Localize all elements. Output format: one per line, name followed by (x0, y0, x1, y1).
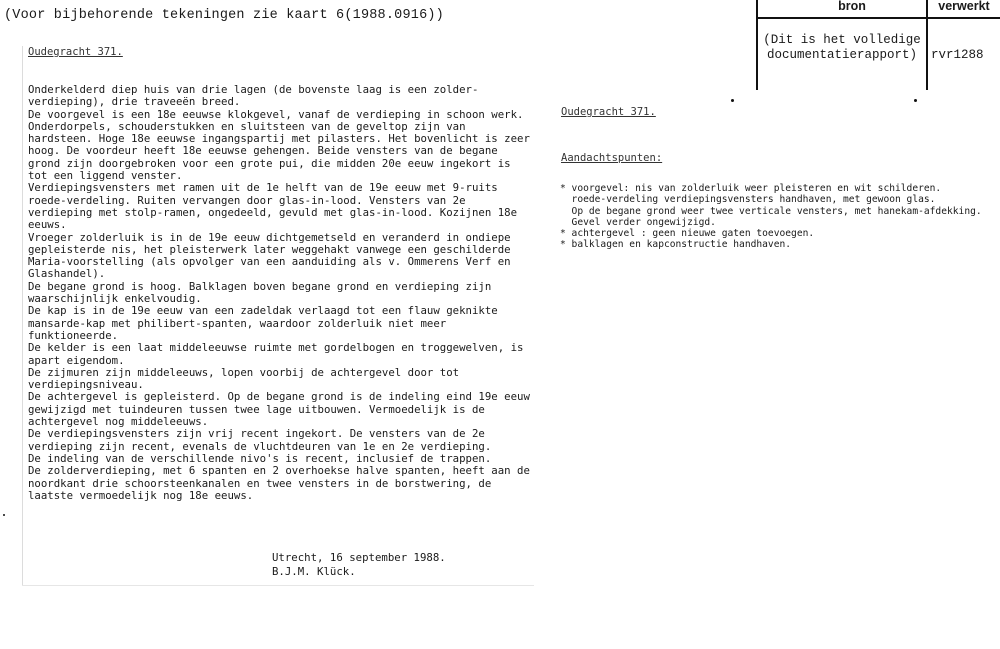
scan-speck (731, 99, 734, 102)
source-note-line: (Dit is het volledige (763, 33, 921, 47)
text-line: hoog. De voordeur heeft 18e eeuwse gehengen. Beide vensters van de begane (28, 144, 498, 158)
text-line: achtergevel nog middeleeuws. (28, 415, 209, 429)
text-line: tot een liggend venster. (28, 169, 183, 183)
text-line: noordkant drie schoorsteenkanalen en twee vensters in de borstwering, de (28, 476, 492, 490)
text-line: Maria-voorstelling (als opvolger van een aanduiding als v. Ommerens Verf en (28, 255, 511, 269)
text-line: Onderkelderd diep huis van drie lagen (de bovenste laag is een zolder- (28, 83, 479, 96)
text-line: Glashandel). (28, 267, 106, 281)
address-title: Oudegracht 371. (28, 46, 123, 58)
text-line: gewijzigd met tuindeuren tussen twee lage uitbouwen. Vermoedelijk is de (28, 402, 485, 416)
column-header-verwerkt: verwerkt (938, 0, 990, 13)
text-line: hardsteen. Hoge 18e eeuwse ingangspartij met pilasters. Het bovenlicht is zeer (28, 132, 530, 146)
text-line: Onderdorpels, schouderstukken en sluitsteen van de geveltop zijn van (28, 119, 466, 133)
author-name: B.J.M. Klück. (272, 565, 356, 578)
place-date: Utrecht, 16 september 1988. (272, 551, 446, 564)
list-item: * voorgevel: nis van zolderluik weer pleisteren en wit schilderen. (560, 183, 942, 194)
drawings-reference-note: (Voor bijbehorende tekeningen zie kaart 6(1988.0916)) (4, 8, 444, 23)
list-item: * balklagen en kapconstructie handhaven. (560, 239, 792, 251)
text-line: gepleisterde nis, het pleisterwerk later weggehakt vanwege een geschilderde (28, 242, 511, 256)
right-address-title: Oudegracht 371. (561, 106, 656, 118)
list-item: roede-verdeling verdiepingsvensters handhaven, met gewoon glas. (560, 194, 936, 206)
text-line: De kelder is een laat middeleeuwse ruimte met gordelbogen en troggewelven, is (28, 341, 524, 355)
text-line: mansarde-kap met philibert-spanten, waardoor zolderluik niet meer (28, 316, 447, 330)
text-line: De indeling van de verschillende nivo's is recent, inclusief de trappen. (28, 451, 492, 465)
box-column-divider (926, 0, 928, 90)
list-item: Op de begane grond weer twee verticale vensters, met hanekam-afdekking. (560, 205, 982, 217)
text-line: Verdiepingsvensters met ramen uit de 1e helft van de 19e eeuw met 9-ruits (28, 181, 498, 195)
text-line: apart eigendom. (28, 353, 125, 367)
text-line: De verdiepingsvensters zijn vrij recent ingekort. De vensters van de 2e (28, 427, 485, 441)
text-line: verdieping), drie traveeën breed. (28, 95, 241, 109)
scan-speck (3, 514, 5, 516)
attention-points-heading: Aandachtspunten: (561, 152, 663, 164)
list-item: * achtergevel : geen nieuwe gaten toevoegen. (560, 228, 815, 240)
source-header-box (756, 0, 1000, 90)
text-line: grond zijn doorgebroken voor een grote pui, die midden 20e eeuw ingekort is (28, 156, 511, 170)
list-item: Gevel verder ongewijzigd. (560, 216, 716, 228)
text-line: De begane grond is hoog. Balklagen boven begane grond en verdieping zijn (28, 279, 492, 293)
text-line: verdieping zijn recent, evenals de vluchtdeuren van 1e en 2e verdieping. (28, 439, 492, 453)
building-description-sheet (22, 46, 534, 586)
text-line: De kap is in de 19e eeuw van een zadeldak verlaagd tot een flauw geknikte (28, 304, 498, 318)
text-line: verdieping met stolp-ramen, ongedeeld, gevuld met glas-in-lood. Kozijnen 18e (28, 205, 518, 219)
text-line: Vroeger zolderluik is in de 19e eeuw dichtgemetseld en veranderd in ondiepe (28, 230, 511, 244)
attention-points-list (560, 183, 996, 251)
text-line: funktioneerde. (28, 328, 119, 342)
sheet-edge (22, 585, 534, 586)
text-line: De voorgevel is een 18e eeuwse klokgevel, vanaf de verdieping in schoon werk. (28, 107, 524, 121)
source-note-line: documentatierapport) (766, 48, 918, 62)
text-line: De achtergevel is gepleisterd. Op de begane grond is de indeling eind 19e eeuw (28, 390, 530, 404)
text-line: De zolderverdieping, met 6 spanten en 2 overhoekse halve spanten, heeft aan de (28, 464, 530, 478)
text-line: eeuws. (28, 218, 67, 232)
box-header-rule (756, 17, 1000, 19)
scan-speck (914, 99, 917, 102)
text-line: roede-verdeling. Ruiten vervangen door glas-in-lood. Vensters van 2e (28, 193, 466, 207)
text-line: laatste vermoedelijk nog 18e eeuws. (28, 488, 254, 502)
reference-code: rvr1288 (931, 48, 984, 62)
sheet-edge (22, 46, 23, 586)
text-line: waarschijnlijk enkelvoudig. (28, 292, 202, 306)
column-header-bron: bron (838, 0, 866, 13)
text-line: De zijmuren zijn middeleeuws, lopen voorbij de achtergevel door tot (28, 365, 460, 379)
text-line: verdiepingsniveau. (28, 378, 144, 392)
description-text (28, 84, 533, 502)
signature-block (272, 551, 446, 579)
source-note (758, 33, 926, 63)
